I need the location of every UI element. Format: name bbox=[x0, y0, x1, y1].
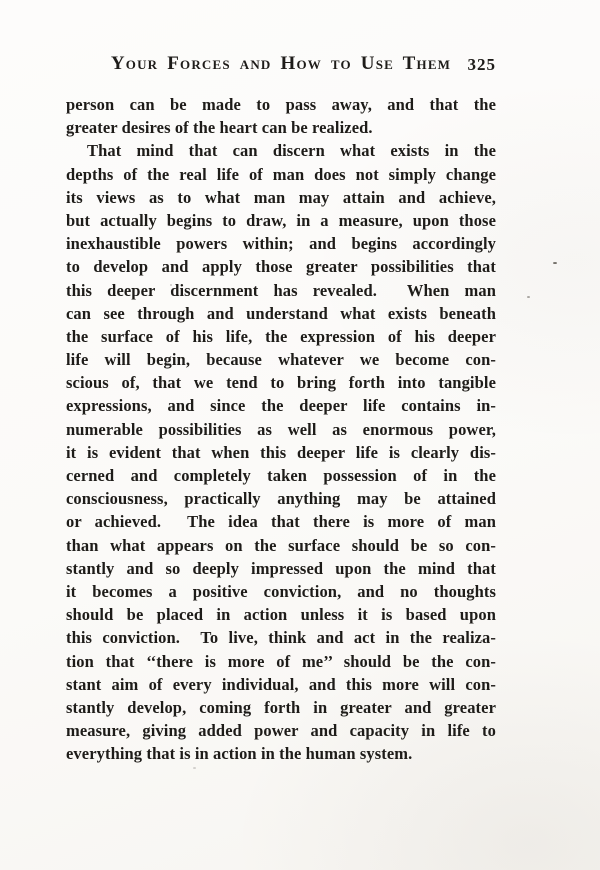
text-line: to develop and apply those greater possibilities that bbox=[66, 257, 496, 277]
body-text bbox=[66, 93, 496, 765]
page-number: 325 bbox=[467, 55, 496, 74]
text-line: greater desires of the heart can be realized. bbox=[66, 118, 373, 138]
text-line: person can be made to pass away, and that the bbox=[66, 95, 496, 114]
text-line: this deeper discernment has revealed. When man bbox=[66, 280, 496, 300]
text-line: stantly develop, coming forth in greater and greater bbox=[66, 697, 496, 717]
scan-speck bbox=[193, 767, 196, 769]
scan-speck bbox=[170, 284, 172, 286]
text-line: inexhaustible powers within; and begins accordingly bbox=[66, 234, 496, 254]
text-line: this conviction. To live, think and act in the realiza- bbox=[66, 628, 496, 648]
text-line: That mind that can discern what exists in the bbox=[87, 141, 496, 161]
text-line: numerable possibilities as well as enormous power, bbox=[66, 419, 496, 439]
text-line: it is evident that when this deeper life is clearly dis- bbox=[66, 442, 496, 462]
text-line: scious of, that we tend to bring forth into tangible bbox=[66, 373, 496, 393]
text-line: expressions, and since the deeper life contains in- bbox=[66, 396, 496, 416]
text-line: tion that ‘‘there is more of me’’ should be the con- bbox=[66, 651, 496, 671]
text-line: everything that is in action in the human system. bbox=[66, 744, 413, 764]
text-line: measure, giving added power and capacity in life to bbox=[66, 721, 496, 741]
running-title: Your Forces and How to Use Them bbox=[110, 53, 452, 74]
scan-speck bbox=[527, 296, 530, 298]
text-line: it becomes a positive conviction, and no thoughts bbox=[66, 581, 496, 601]
scan-speck bbox=[553, 262, 557, 264]
text-line: life will begin, because whatever we become con- bbox=[66, 350, 496, 370]
text-line: can see through and understand what exists beneath bbox=[66, 303, 496, 323]
text-line: cerned and completely taken possession of in the bbox=[66, 466, 496, 485]
text-line: should be placed in action unless it is based upon bbox=[66, 605, 496, 625]
text-line: or achieved. The idea that there is more of man bbox=[66, 512, 496, 532]
text-line: stantly and so deeply impressed upon the mind that bbox=[66, 558, 496, 578]
text-line: the surface of his life, the expression of his deeper bbox=[66, 326, 496, 346]
page-header bbox=[66, 52, 496, 78]
text-line: its views as to what man may attain and achieve, bbox=[66, 187, 496, 207]
text-line: depths of the real life of man does not simply change bbox=[66, 164, 496, 184]
text-line: than what appears on the surface should be so con- bbox=[66, 535, 496, 555]
text-line: consciousness, practically anything may be attained bbox=[66, 489, 496, 509]
text-line: stant aim of every individual, and this more will con- bbox=[66, 674, 496, 694]
text-line: but actually begins to draw, in a measure, upon those bbox=[66, 210, 496, 230]
